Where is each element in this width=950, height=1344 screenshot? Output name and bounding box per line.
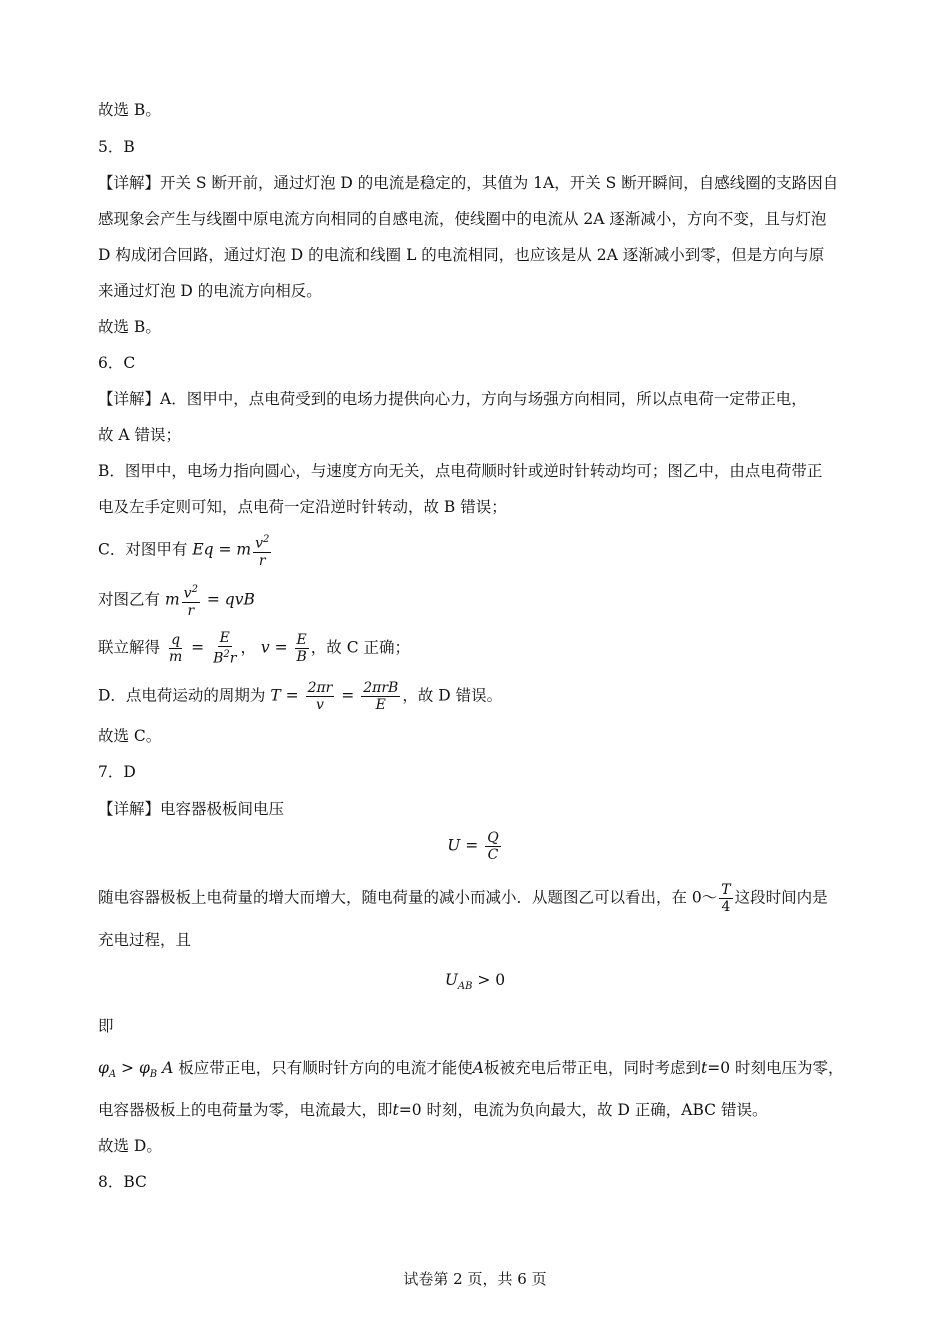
text-line: 充电过程，且 [98,931,192,949]
centered-equation: $U_{AB} > 0$ [444,971,506,993]
centered-equation: U = $\frac{Q}{C}$ [447,830,499,863]
page-footer: 试卷第 2 页，共 6 页 [403,1270,547,1288]
equation-line: 随电容器极板上电荷量的增大而增大，随电荷量的减小而减小．从题图乙可以看出，在 0～ $\frac{T}{4}$ 这段时间内是 [98,882,828,915]
equation-line: C．对图甲有 Eq = m $\frac{v^2}{r}$ [98,534,270,569]
text-line: 故选 D。 [98,1137,162,1155]
text-line: B．图甲中，电场力指向圆心，与速度方向无关，点电荷顺时针或逆时针转动均可；图乙中，由点电荷带正 [98,462,823,480]
text-line: D 构成闭合回路，通过灯泡 D 的电流和线圈 L 的电流相同，也应该是从 2A 逐渐减小到零，但是方向与原 [98,246,825,264]
text-line: 感现象会产生与线圈中原电流方向相同的自感电流，使线圈中的电流从 2A 逐渐减小，方向不变，且与灯泡 [98,210,827,228]
text-line: 【详解】电容器极板间电压 [98,800,285,818]
equation-line: 电容器极板上的电荷量为零，电流最大，即t=0 时刻，电流为负向最大，故 D 正确，ABC 错误。 [98,1101,768,1119]
text-line: 故选 B。 [98,318,161,336]
question-number: 5．B [98,138,135,156]
text-line: 【详解】开关 S 断开前，通过灯泡 D 的电流是稳定的，其值为 1A，开关 S 断开瞬间，自感线圈的支路因自 [98,174,839,192]
text-line: 故选 C。 [98,727,162,745]
question-number: 7．D [98,763,136,781]
equation-line: D．点电荷运动的周期为 T = $\frac{2\pi r}{v}$ = $\frac{\text{2πrB}}{E}$ ，故 D 错误。 [98,680,503,713]
text-line: 故选 B。 [98,101,161,119]
equation-line: 联立解得 $\frac{q}{m}$ = $\frac{E}{B^2r}$ ， v = $\frac{E}{B}$ ，故 C 正确； [98,630,411,667]
text-line: 即 [98,1017,114,1035]
equation-line: $\varphi_A > \varphi_B$ A 板应带正电，只有顺时针方向的电流才能使A板被充电后带正电，同时考虑到t=0 时刻电压为零， [98,1059,844,1081]
text-line: 故 A 错误； [98,426,182,444]
question-number: 6．C [98,354,136,372]
question-number: 8．BC [98,1173,147,1191]
equation-line: 对图乙有 m $\frac{v^2}{r}$ = qvB [98,584,255,619]
text-line: 电及左手定则可知，点电荷一定沿逆时针转动，故 B 错误； [98,498,507,516]
text-line: 【详解】A．图甲中，点电荷受到的电场力提供向心力，方向与场强方向相同，所以点电荷一定带正电， [98,390,807,408]
text-line: 来通过灯泡 D 的电流方向相反。 [98,282,322,300]
